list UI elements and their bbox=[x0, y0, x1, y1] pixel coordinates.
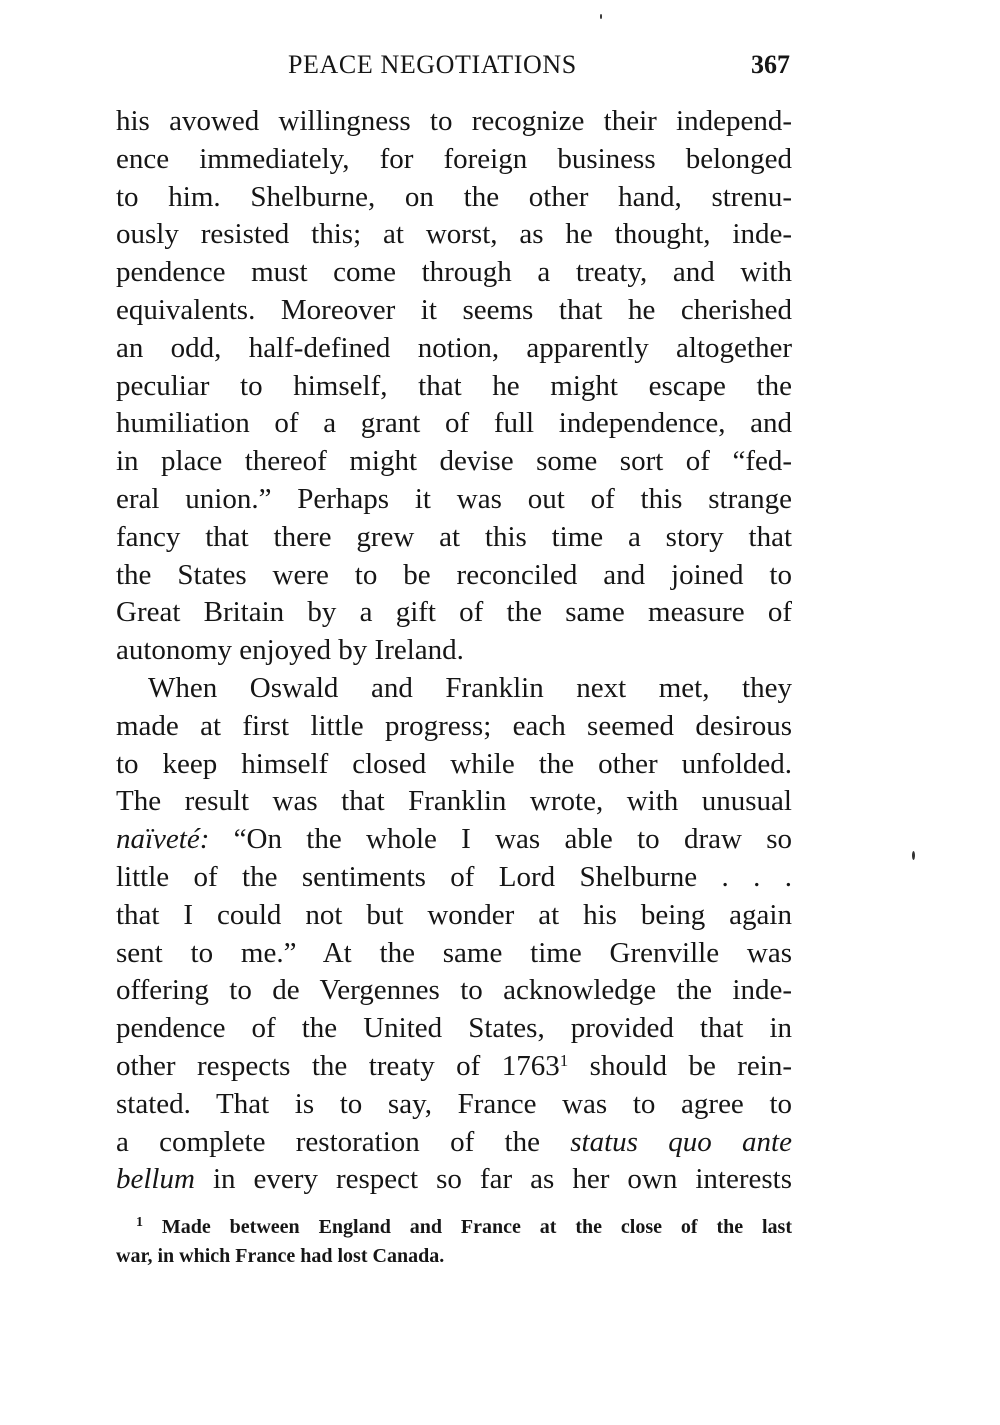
text-line: autonomy enjoyed by Ireland. bbox=[116, 634, 464, 667]
text-line: little of the sentiments of Lord Shelburne . . . bbox=[116, 860, 792, 893]
text-line: sent to me.” At the same time Grenville was bbox=[116, 936, 792, 969]
text-line bbox=[116, 1048, 792, 1086]
page-number: 367 bbox=[751, 50, 790, 79]
text-line: to him. Shelburne, on the other hand, strenu- bbox=[116, 180, 792, 213]
footnote-line bbox=[116, 1213, 792, 1242]
text-line: When Oswald and Franklin next met, they bbox=[148, 671, 792, 704]
text-line: pendence must come through a treaty, and with bbox=[116, 256, 792, 289]
text-line bbox=[116, 821, 792, 859]
italic-phrase: naïveté: bbox=[116, 823, 210, 856]
text-line: humiliation of a grant of full independence, and bbox=[116, 407, 792, 440]
text-line: stated. That is to say, France was to agree to bbox=[116, 1087, 792, 1120]
body-text bbox=[116, 103, 792, 1199]
text-line: peculiar to himself, that he might escape the bbox=[116, 369, 792, 402]
text-fragment: should be rein- bbox=[568, 1049, 792, 1082]
footnote-section bbox=[116, 1213, 792, 1271]
text-line: the States were to be reconciled and joined to bbox=[116, 558, 792, 591]
text-line: to keep himself closed while the other unfolded. bbox=[116, 747, 792, 780]
italic-phrase: status quo ante bbox=[570, 1125, 792, 1158]
text-line: in place thereof might devise some sort of “fed- bbox=[116, 445, 792, 478]
text-line: pendence of the United States, provided that in bbox=[116, 1012, 792, 1045]
text-line bbox=[116, 1124, 792, 1162]
text-line: ously resisted this; at worst, as he thought, inde- bbox=[116, 218, 792, 251]
text-line: fancy that there grew at this time a story that bbox=[116, 520, 792, 553]
footnote-text: Made between England and France at the close of the last bbox=[161, 1216, 793, 1238]
print-speck bbox=[600, 14, 602, 19]
text-line: The result was that Franklin wrote, with unusual bbox=[116, 785, 792, 818]
footnote-line: war, in which France had lost Canada. bbox=[116, 1245, 445, 1267]
text-line: his avowed willingness to recognize their independ- bbox=[116, 105, 792, 137]
footnote-marker: 1 bbox=[136, 1215, 143, 1230]
text-line: Great Britain by a gift of the same measure of bbox=[116, 596, 792, 629]
text-line: equivalents. Moreover it seems that he cherished bbox=[116, 293, 792, 326]
text-line: offering to de Vergennes to acknowledge the inde- bbox=[116, 974, 792, 1007]
text-fragment: “On the whole I was able to draw so bbox=[209, 823, 792, 856]
text-line: that I could not but wonder at his being again bbox=[116, 898, 792, 931]
text-line: ence immediately, for foreign business belonged bbox=[116, 142, 792, 175]
text-fragment: other respects the treaty of 1763 bbox=[116, 1049, 560, 1082]
footnote-reference[interactable]: 1 bbox=[559, 1050, 569, 1070]
running-title: PEACE NEGOTIATIONS bbox=[288, 50, 577, 79]
text-line: an odd, half-defined notion, apparently altogether bbox=[116, 331, 792, 364]
print-speck bbox=[912, 851, 915, 860]
running-header bbox=[116, 50, 792, 86]
text-fragment: in every respect so far as her own interests bbox=[194, 1163, 792, 1196]
text-line: eral union.” Perhaps it was out of this strange bbox=[116, 482, 792, 515]
text-line bbox=[116, 1161, 792, 1199]
text-line: made at first little progress; each seemed desirous bbox=[116, 709, 792, 742]
italic-phrase: bellum bbox=[116, 1163, 195, 1196]
text-fragment: a complete restoration of the bbox=[116, 1125, 571, 1158]
